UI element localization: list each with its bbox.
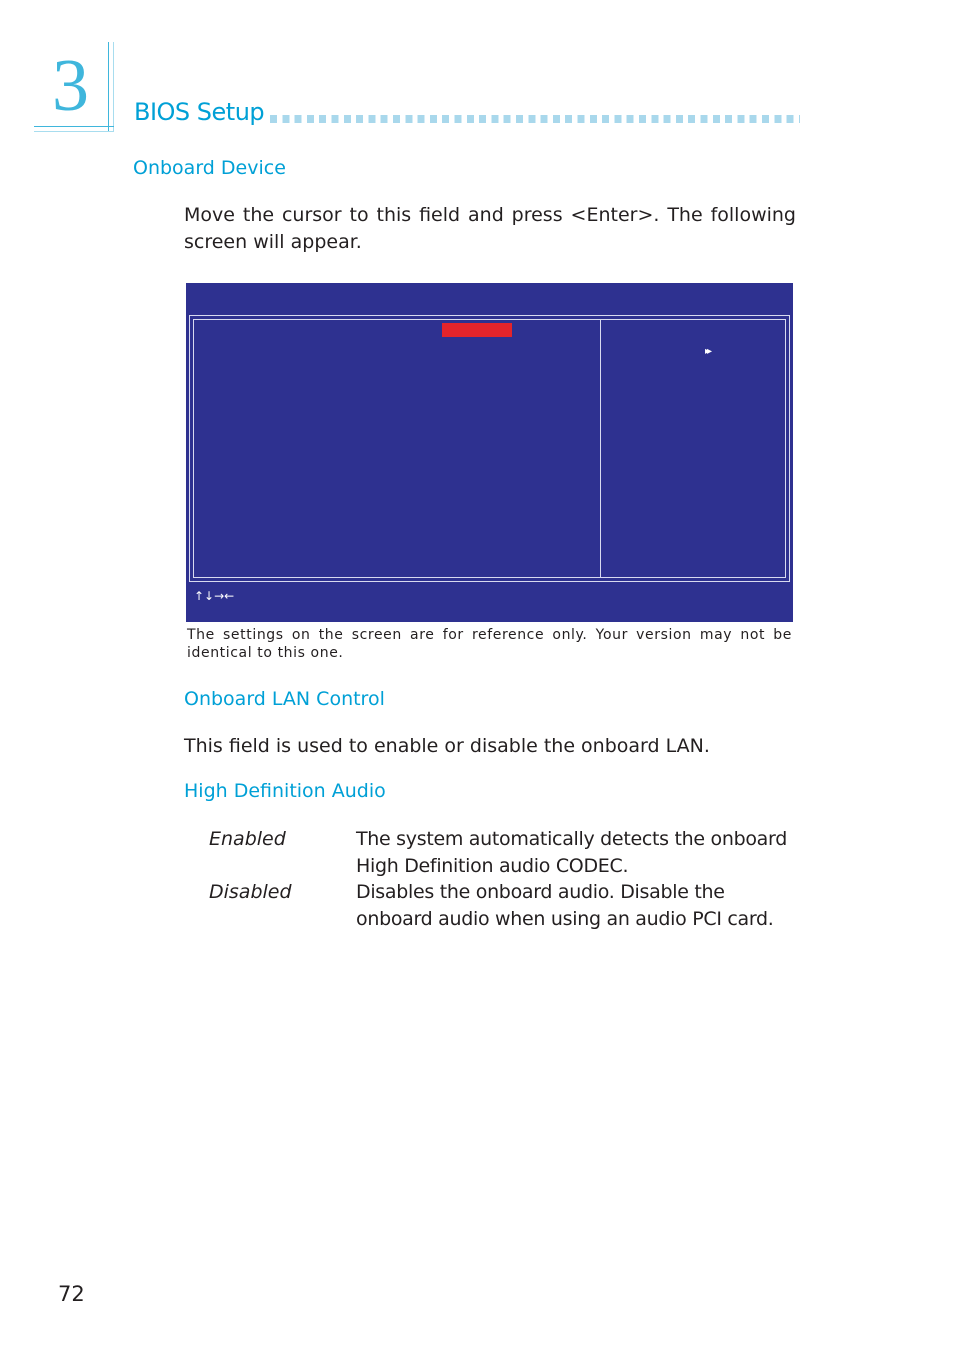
option-term-enabled: Enabled (209, 828, 286, 850)
header-dotted-rule (270, 115, 800, 123)
section-title-onboard-device: Onboard Device (133, 157, 286, 179)
bios-panel-divider (600, 320, 601, 577)
bios-selected-field (442, 323, 512, 337)
bios-inner-frame (193, 319, 786, 578)
bios-submenu-arrow-icon: ▸▸ (705, 346, 710, 357)
screenshot-caption: The settings on the screen are for reference only. Your version may not be identical to this one. (187, 627, 792, 661)
page-number: 72 (58, 1282, 85, 1306)
option-definition-enabled: The system automatically detects the onboard High Definition audio CODEC. (356, 828, 787, 877)
section-title-onboard-lan: Onboard LAN Control (184, 688, 385, 710)
chapter-number: 3 (52, 45, 89, 127)
option-term-disabled: Disabled (209, 881, 292, 903)
chapter-corner-horizontal (34, 126, 114, 132)
section-intro: Move the cursor to this field and press <Enter>. The following screen will appear. (184, 204, 796, 253)
lan-description: This field is used to enable or disable the onboard LAN. (184, 735, 710, 757)
bios-screenshot (186, 283, 793, 622)
bios-outer-frame (189, 315, 790, 582)
option-definition-disabled: Disables the onboard audio. Disable the onboard audio when using an audio PCI card. (356, 881, 774, 930)
bios-navigation-keys: ↑↓→← (194, 589, 235, 603)
chapter-title: BIOS Setup (134, 98, 265, 126)
chapter-corner-vertical (108, 42, 114, 132)
section-title-hd-audio: High Definition Audio (184, 780, 386, 802)
